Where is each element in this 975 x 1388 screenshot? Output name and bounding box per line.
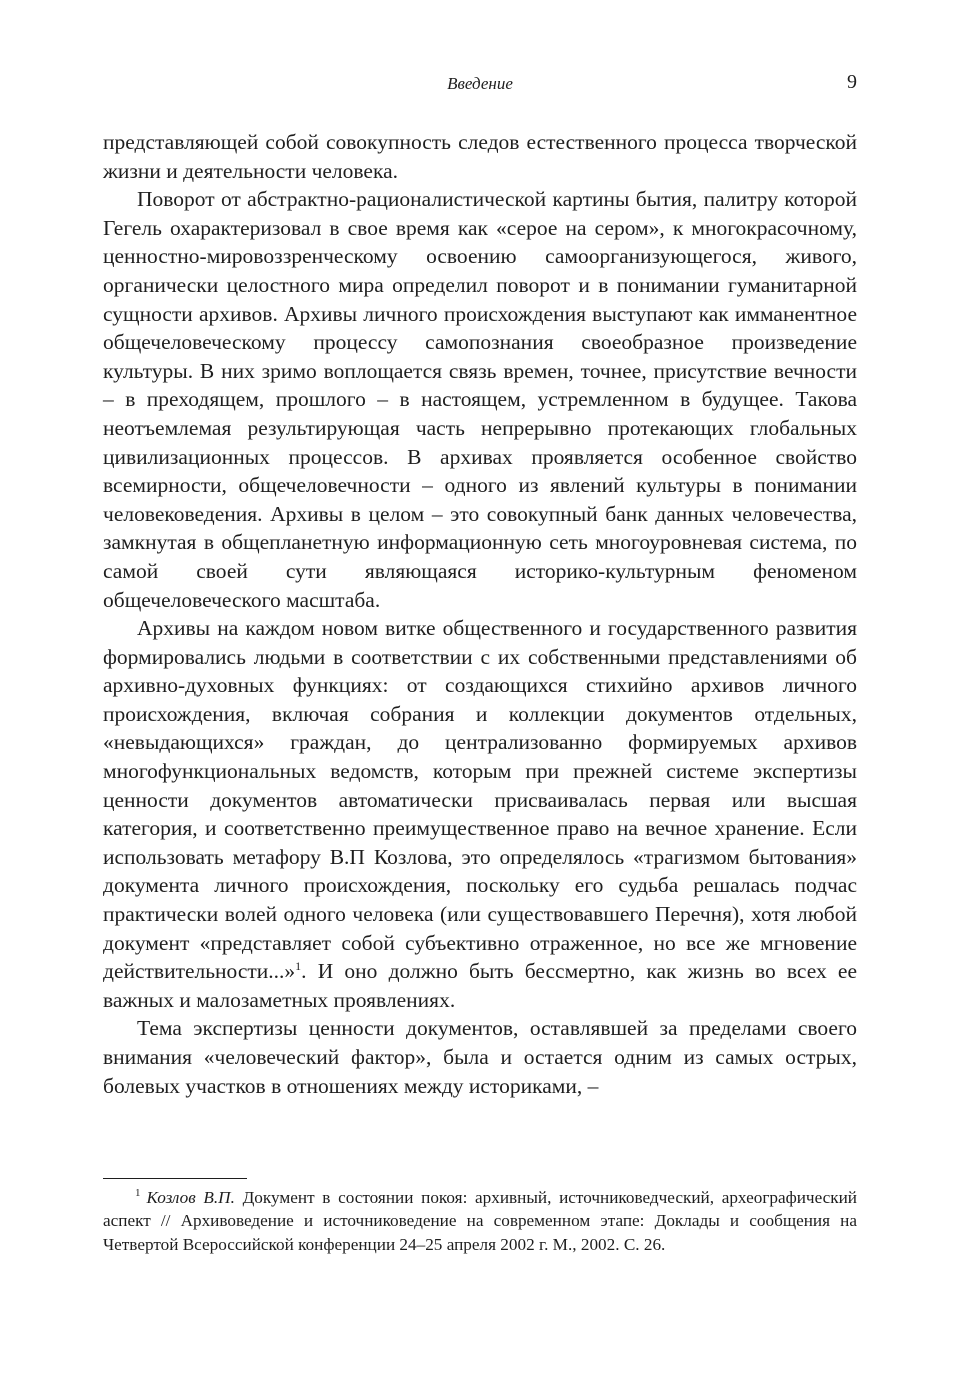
- book-page: [103, 0, 857, 1388]
- running-head: [103, 70, 857, 96]
- paragraph-continued: представляющей собой совокупность следов естественного процесса творческой жизни и деятельности человека.: [103, 130, 857, 183]
- footnote-number: 1: [135, 1187, 141, 1200]
- footnote-reference[interactable]: 1: [295, 959, 302, 974]
- running-title: Введение: [447, 74, 513, 93]
- footnote: [103, 1186, 857, 1256]
- paragraph-text: . И оно должно быть бессмертно, как жизнь во всех ее важных и малозаметных проявлениях.: [103, 959, 857, 1012]
- paragraph: Поворот от абстрактно-рационалистической картины бытия, палитру которой Гегель охарактеризовал в свое время как «серое на сером», к многокрасочному, ценностно-мировоззренческому освоению самоорганизующегося, живого, органически целостного мира определил поворот и в понимании гуманитарной сущности архивов. Архивы личного происхождения выступают как имманентное общечеловеческому процессу самопознания своеобразное произведение культуры. В них зримо воплощается связь времен, точнее, присутствие вечности – в преходящем, прошлого – в настоящем, устремленном в будущее. Такова неотъемлемая результирующая часть непрерывно протекающих глобальных цивилизационных процессов. В архивах проявляется особенное свойство всемирности, общечеловечности – одного из явлений культуры в понимании человековедения. Архивы в целом – это совокупный банк данных человечества, замкнутая в общепланетную информационную сеть многоуровневая система, по самой своей сути являющаяся историко-культурным феноменом общечеловеческого масштаба.: [103, 187, 857, 612]
- page-number: 9: [847, 71, 857, 93]
- paragraph-with-footnote: [103, 614, 857, 1014]
- paragraph-text: Архивы на каждом новом витке общественного и государственного развития формировались людьми в соответствии с их собственными представлениями об архивно-духовных функциях: от создающихся стихийно архивов личного происхождения, включая собрания и коллекции документов отдельных, «невыдающихся» граждан, до централизованно формируемых архивов многофункциональных ведомств, которым при прежней системе экспертизы ценности документов автоматически присваивалась первая или высшая категория, и соответственно преимущественное право на вечное хранение. Если использовать метафору В.П Козлова, это определялось «трагизмом бытования» документа личного происхождения, поскольку его судьба решалась подчас практически волей одного человека (или существовавшего Перечня), хотя любой документ «представляет собой субъективно отраженное, но все же мгновение действительности...»: [103, 616, 857, 984]
- footnote-divider: [103, 1178, 247, 1179]
- footnote-text: Документ в состоянии покоя: архивный, источниковедческий, археографический аспект // Архивоведение и источниковедение на современном этапе: Доклады и сообщения на Четвертой Всероссийской конференции 24–25 апреля 2002 г. М., 2002. С. 26.: [103, 1188, 858, 1254]
- paragraph: Тема экспертизы ценности документов, оставлявшей за пределами своего внимания «человеческий фактор», была и остается одним из самых острых, болевых участков в отношениях между историками, –: [103, 1016, 857, 1098]
- body-text: [103, 128, 857, 1100]
- footnote-author: Козлов В.П.: [146, 1188, 235, 1207]
- footnotes: [103, 1186, 857, 1256]
